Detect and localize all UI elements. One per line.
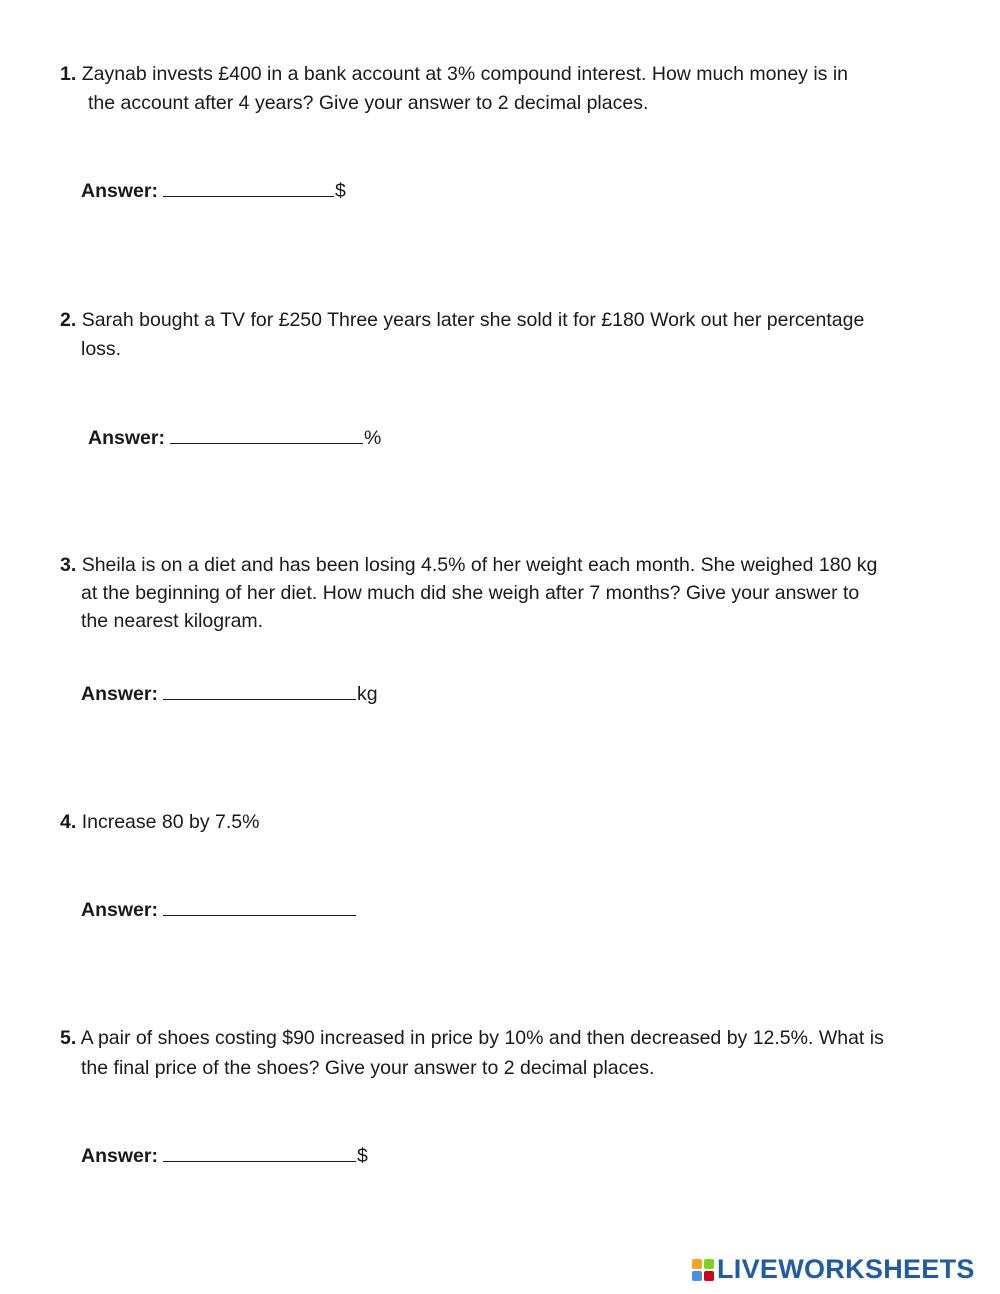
answer-blank-3[interactable] — [163, 678, 356, 700]
answer-row-1 — [81, 175, 346, 206]
answer-unit: % — [363, 427, 382, 449]
question-number: 3. — [60, 554, 77, 576]
question-line: Zaynab invests £400 in a bank account at 3% compound interest. How much money is in — [81, 63, 849, 85]
liveworksheets-wordmark: LIVEWORKSHEETS — [717, 1254, 975, 1284]
question-3-text — [60, 551, 877, 580]
answer-row-4 — [81, 894, 357, 925]
question-line: Increase 80 by 7.5% — [81, 811, 260, 833]
question-number: 2. — [60, 309, 77, 331]
question-number: 1. — [60, 63, 77, 85]
answer-row-5 — [81, 1140, 368, 1171]
answer-row-2 — [88, 422, 381, 453]
question-4-text — [60, 808, 259, 837]
question-1-text — [60, 60, 848, 89]
answer-blank-4[interactable] — [163, 894, 356, 916]
question-2-text — [60, 306, 864, 335]
answer-label: Answer: — [81, 683, 158, 705]
question-2-continuation: loss. — [81, 338, 122, 360]
answer-unit: $ — [334, 180, 346, 202]
answer-unit: $ — [356, 1145, 368, 1167]
question-line: A pair of shoes costing $90 increased in price by 10% and then decreased by 12.5%. What is — [80, 1027, 884, 1049]
answer-blank-1[interactable] — [163, 175, 334, 197]
answer-label: Answer: — [81, 180, 158, 202]
answer-blank-5[interactable] — [163, 1140, 356, 1162]
answer-unit: kg — [356, 683, 378, 705]
liveworksheets-logo — [692, 1254, 975, 1285]
question-5-text — [60, 1024, 884, 1053]
answer-blank-2[interactable] — [170, 422, 363, 444]
question-3-continuation: the nearest kilogram. — [81, 610, 264, 632]
question-line: Sheila is on a diet and has been losing 4.5% of her weight each month. She weighed 180 kg — [81, 554, 878, 576]
answer-row-3 — [81, 678, 378, 709]
question-3-continuation: at the beginning of her diet. How much did she weigh after 7 months? Give your answer to — [81, 582, 860, 604]
question-line: Sarah bought a TV for £250 Three years later she sold it for £180 Work out her percentage — [81, 309, 865, 331]
liveworksheets-logo-icon — [692, 1259, 714, 1281]
answer-label: Answer: — [88, 427, 165, 449]
question-5-continuation: the final price of the shoes? Give your answer to 2 decimal places. — [81, 1057, 655, 1079]
answer-label: Answer: — [81, 1145, 158, 1167]
question-number: 5. — [60, 1027, 77, 1049]
question-number: 4. — [60, 811, 77, 833]
answer-label: Answer: — [81, 899, 158, 921]
question-1-continuation: the account after 4 years? Give your answer to 2 decimal places. — [88, 92, 649, 114]
